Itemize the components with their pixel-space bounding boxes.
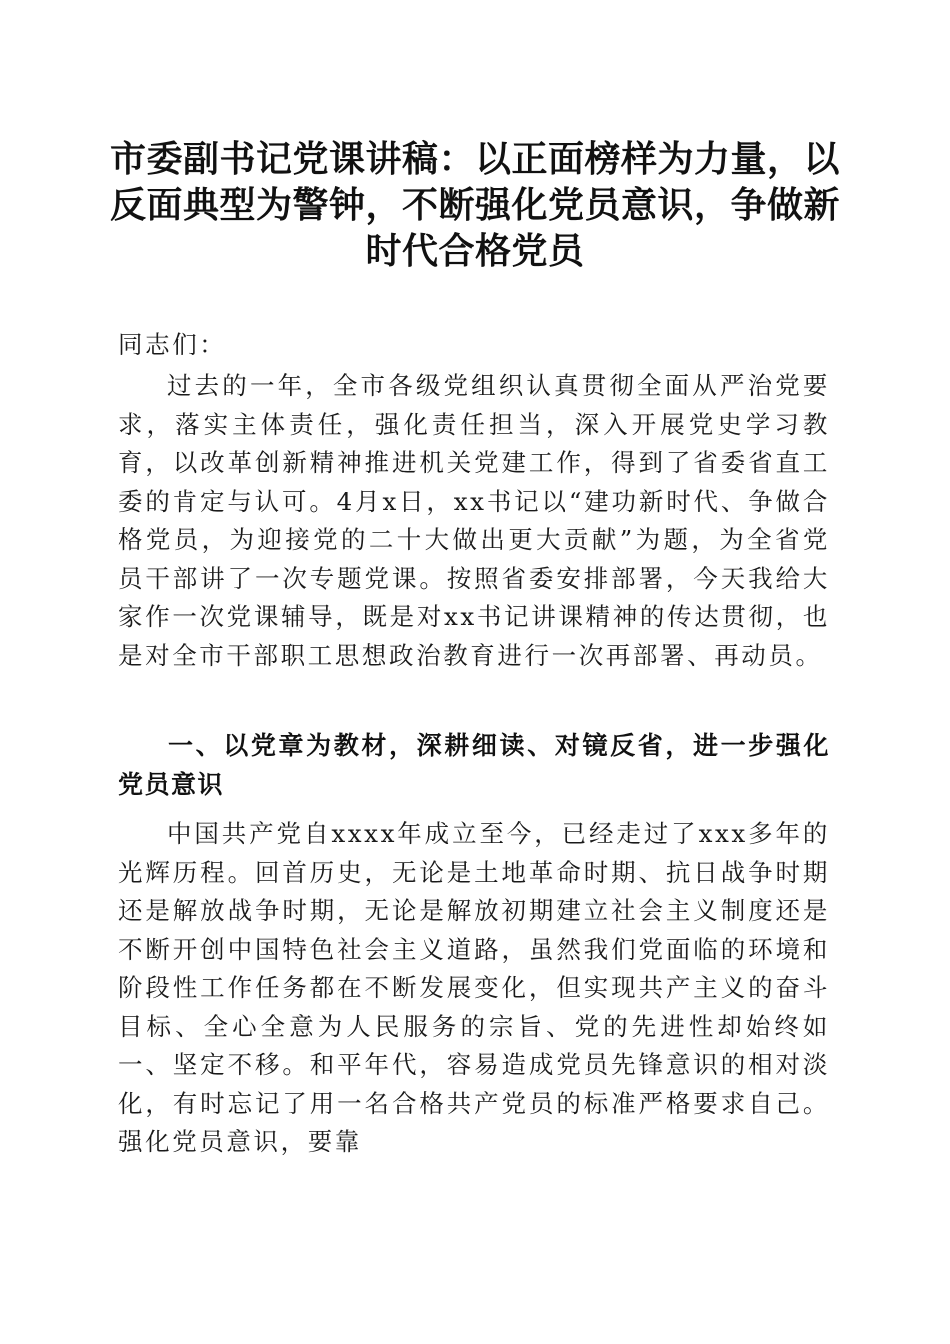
section-heading-1: 一、以党章为教材，深耕细读、对镜反省，进一步强化党员意识 [118,731,830,799]
greeting: 同志们： [118,330,227,359]
document-title: 市委副书记党课讲稿：以正面榜样为力量，以反面典型为警钟，不断强化党员意识，争做新时代合格党员 [110,138,841,272]
paragraph-1: 过去的一年，全市各级党组织认真贯彻全面从严治党要求，落实主体责任，强化责任担当，深入开展党史学习教育，以改革创新精神推进机关党建工作，得到了省委省直工委的肯定与认可。4月x日，xx书记以“建功新时代、争做合格党员，为迎接党的二十大做出更大贡献”为题，为全省党员干部讲了一次专题党课。按照省委安排部署，今天我给大家作一次党课辅导，既是对xx书记讲课精神的传达贯彻，也是对全市干部职工思想政治教育进行一次再部署、再动员。 [118,371,830,670]
paragraph-2: 中国共产党自xxxx年成立至今，已经走过了xxx多年的光辉历程。回首历史，无论是土地革命时期、抗日战争时期还是解放战争时期，无论是解放初期建立社会主义制度还是不断开创中国特色社会主义道路，虽然我们党面临的环境和阶段性工作任务都在不断发展变化，但实现共产主义的奋斗目标、全心全意为人民服务的宗旨、党的先进性却始终如一、坚定不移。和平年代，容易造成党员先锋意识的相对淡化，有时忘记了用一名合格共产党员的标准严格要求自己。强化党员意识，要靠 [118,819,830,1156]
